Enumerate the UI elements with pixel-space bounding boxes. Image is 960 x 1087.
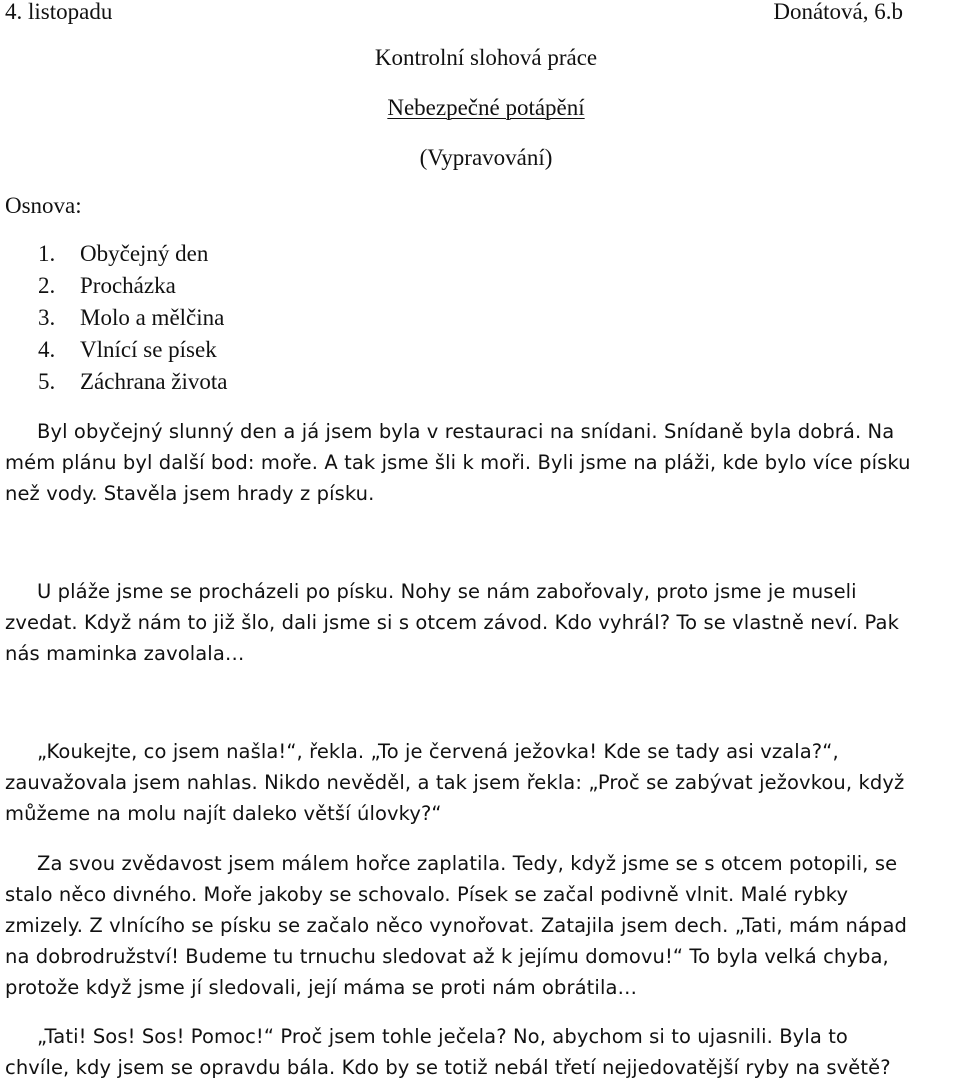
story-paragraph: U pláže jsme se procházeli po písku. Nohy se nám zabořovaly, proto jsme je museli zvedat. Když nám to již šlo, dali jsme si s otcem závod. Kdo vyhrál? To se vlastně neví. Pak nás maminka zavolala… [5,580,899,665]
document-genre: (Vypravování) [419,145,553,170]
document-heading: Kontrolní slohová práce [374,45,598,70]
outline-item: 5. Záchrana života [38,369,228,394]
document-subtitle: Nebezpečné potápění [387,95,585,120]
story-paragraph: „Tati! Sos! Sos! Pomoc!“ Proč jsem tohle ječela? No, abychom si to ujasnili. Byla to chvíle, kdy jsem se opravdu bála. Kdo by se totiž nebál třetí nejjedovatější ryby na světě? [5,1025,891,1079]
story-paragraph: Byl obyčejný slunný den a já jsem byla v restauraci na snídani. Snídaně byla dobrá. Na mém plánu byl další bod: moře. A tak jsme šli k moři. Byli jsme na pláži, kde bylo více písku než vody. Stavěla jsem hrady z písku. [5,420,911,505]
header-author: Donátová, 6.b [773,0,903,24]
outline-item: 1. Obyčejný den [38,241,209,266]
outline-list [38,238,228,398]
outline-item: 3. Molo a mělčina [38,305,225,330]
story-paragraph: „Koukejte, co jsem našla!“, řekla. „To je červená ježovka! Kde se tady asi vzala?“, zauvažovala jsem nahlas. Nikdo nevěděl, a tak jsem řekla: „Proč se zabývat ježovkou, když můžeme na molu najít daleko větší úlovky?“ [5,740,905,825]
header-date: 4. listopadu [5,0,113,24]
outline-item: 4. Vlnící se písek [38,337,217,362]
outline-label: Osnova: [5,193,82,218]
outline-item: 2. Procházka [38,273,176,298]
story-paragraph: Za svou zvědavost jsem málem hořce zaplatila. Tedy, když jsme se s otcem potopili, se stalo něco divného. Moře jakoby se schovalo. Písek se začal podivně vlnit. Malé rybky zmizely. Z vlnícího se písku se začalo něco vynořovat. Zatajila jsem dech. „Tati, mám nápad na dobrodružství! Budeme tu trnuchu sledovat až k jejímu domovu!“ To byla velká chyba, protože když jsme jí sledovali, její máma se proti nám obrátila… [5,852,908,999]
